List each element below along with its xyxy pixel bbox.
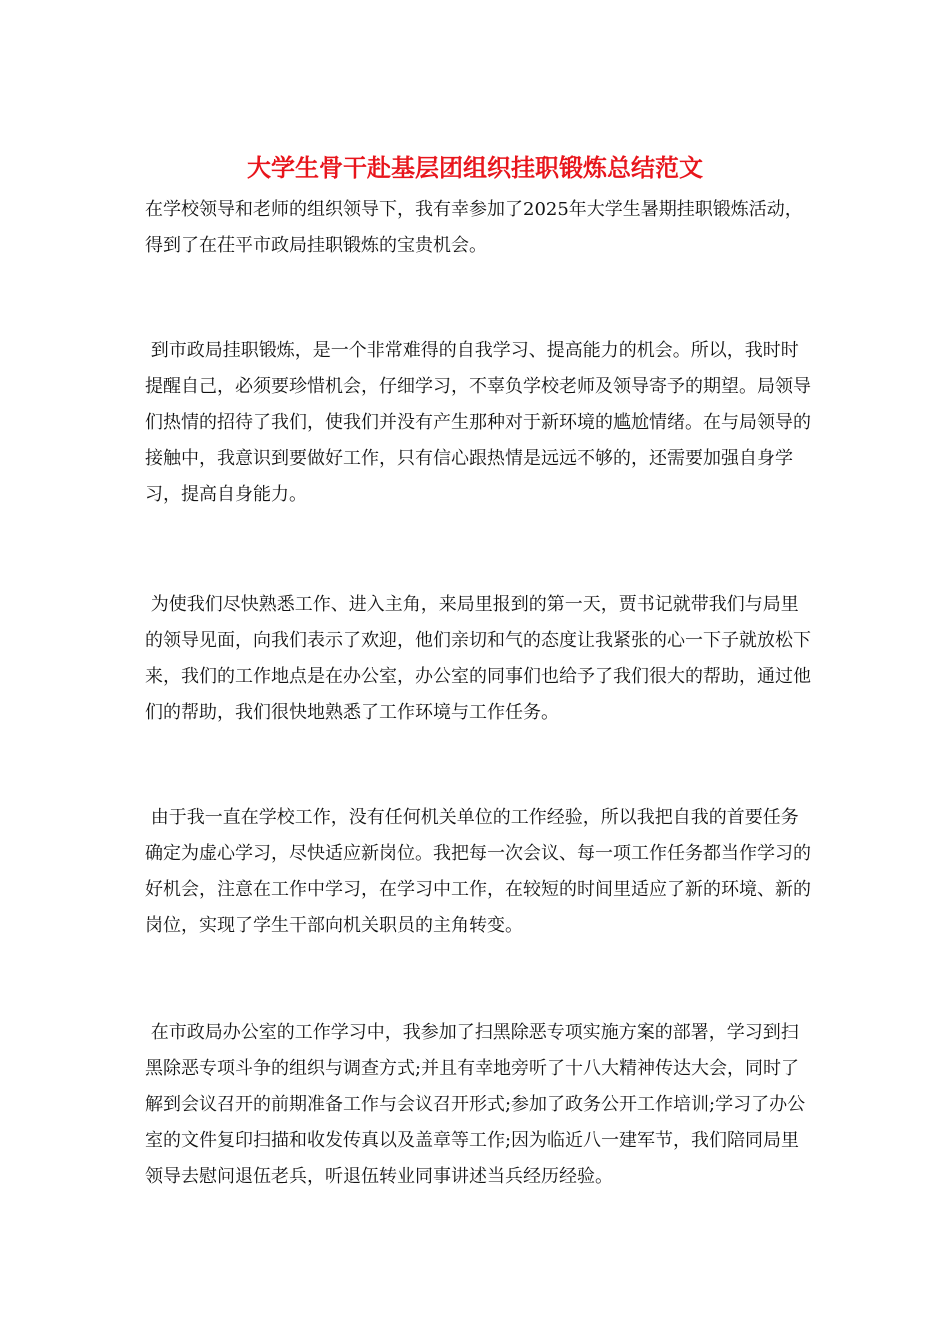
paragraph-opportunity: 到市政局挂职锻炼，是一个非常难得的自我学习、提高能力的机会。所以，我时时提醒自己，必须要珍惜机会，仔细学习，不辜负学校老师及领导寄予的期望。局领导们热情的招待了我们，使我们并没有产生那种对于新环境的尴尬情绪。在与局领导的接触中，我意识到要做好工作，只有信心跟热情是远远不够的，还需要加强自身学习，提高自身能力。 — [145, 340, 811, 505]
paragraph-intro: 在学校领导和老师的组织领导下，我有幸参加了2025年大学生暑期挂职锻炼活动，得到了在茌平市政局挂职锻炼的宝贵机会。 — [145, 199, 803, 256]
paragraph-first-day: 为使我们尽快熟悉工作、进入主角，来局里报到的第一天，贾书记就带我们与局里的领导见面，向我们表示了欢迎，他们亲切和气的态度让我紧张的心一下子就放松下来，我们的工作地点是在办公室，办公室的同事们也给予了我们很大的帮助，通过他们的帮助，我们很快地熟悉了工作环境与工作任务。 — [145, 594, 811, 723]
document-title: 大学生骨干赴基层团组织挂职锻炼总结范文 — [247, 154, 703, 182]
paragraph-work-learning: 在市政局办公室的工作学习中，我参加了扫黑除恶专项实施方案的部署，学习到扫黑除恶专项斗争的组织与调查方式;并且有幸地旁听了十八大精神传达大会，同时了解到会议召开的前期准备工作与会议召开形式;参加了政务公开工作培训;学习了办公室的文件复印扫描和收发传真以及盖章等工作;因为临近八一建军节，我们陪同局里领导去慰问退伍老兵，听退伍转业同事讲述当兵经历经验。 — [145, 1022, 806, 1187]
paragraph-adaptation: 由于我一直在学校工作，没有任何机关单位的工作经验，所以我把自我的首要任务确定为虚心学习，尽快适应新岗位。我把每一次会议、每一项工作任务都当作学习的好机会，注意在工作中学习，在学习中工作，在较短的时间里适应了新的环境、新的岗位，实现了学生干部向机关职员的主角转变。 — [145, 807, 811, 936]
